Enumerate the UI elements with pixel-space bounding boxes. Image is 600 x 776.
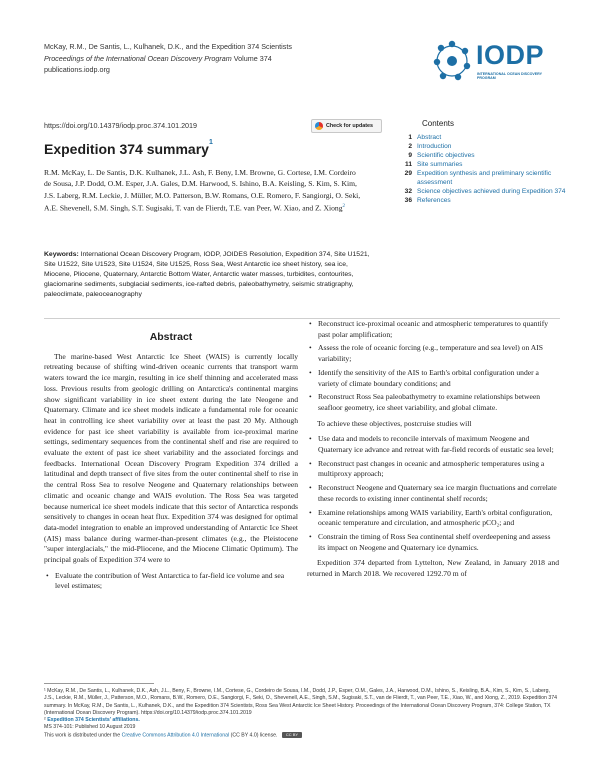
iodp-logo	[432, 34, 562, 94]
toc-item[interactable]: 29 Expedition synthesis and preliminary scientific assessment	[404, 170, 552, 186]
contents-heading: Contents	[422, 119, 455, 128]
abstract-heading: Abstract	[149, 331, 193, 343]
list-item: • Identify the sensitivity of the AIS to Earth's orbital configuration under a variety of climate boundary conditions; and	[307, 368, 559, 389]
footnote-2: ² Expedition 374 Scientists' affiliations.	[44, 717, 140, 724]
toc-item[interactable]: 32 Science objectives achieved during Expedition 374	[404, 187, 566, 195]
doi-link[interactable]: https://doi.org/10.14379/iodp.proc.374.101.2019	[44, 121, 198, 130]
cc-by-badge[interactable]: CC BY	[282, 732, 302, 738]
affiliations-link[interactable]: Expedition 374 Scientists' affiliations.	[47, 717, 140, 724]
check-for-updates-label: Check for updates	[326, 123, 374, 129]
site-link[interactable]: publications.iodp.org	[44, 65, 110, 74]
goals-list-right	[307, 319, 559, 414]
ms-line: MS 374-101: Published 10 August 2019	[44, 724, 136, 731]
journal-line: Proceedings of the International Ocean Discovery Program Volume 374	[44, 53, 272, 63]
citation-line: McKay, R.M., De Santis, L., Kulhanek, D.K., and the Expedition 374 Scientists	[44, 42, 292, 51]
list-item: • Reconstruct ice-proximal oceanic and atmospheric temperatures to quantify past polar amplification;	[307, 319, 559, 340]
list-item: • Constrain the timing of Ross Sea continental shelf overdeepening and assess its impact on Neogene and Quaternary ice dynamics.	[307, 532, 559, 553]
abstract-right-column	[307, 319, 559, 585]
keywords-text: International Ocean Discovery Program, IODP, JOIDES Resolution, Expedition 374, Site U1521, Site U1522, Site U1523, Site U1524, Site U1525, Ross Sea, West Antarctic ice sheet history, sea ice, Miocene, Pliocene, Quaternary, Antarctic Bottom Water, Antarctic water masses, turbidites, contourites, glaciomarine sediments, subglacial sediments, ice-rafted debris, paleobathymetry, seismic stratigraphy, paleoclimate, paleoceanography	[44, 251, 370, 298]
list-item: • Evaluate the contribution of West Antarctica to far-field ice volume and sea level estimates;	[44, 571, 298, 592]
page-title: Expedition 374 summary$^1$	[44, 139, 213, 157]
abstract-paragraph: The marine-based West Antarctic Ice Sheet (WAIS) is currently locally retreating because of shifting wind-driven oceanic currents that transport warm waters toward the ice margin, resulting in ice shelf thinning and accelerated mass loss. Previous results from geologic drilling on Antarctica's continental margins show significant variability in ice sheet extent during the late Neogene and Quaternary. Climate and ice sheet models indicate a fundamental role for oceanic heat in controlling ice sheet variability over at least the past 20 My. Although evidence for past ice sheet variability is available from ice-proximal marine settings, sedimentary sequences from the continental shelf and rise are required to evaluate the extent of past ice sheet variability and the associated forcings and feedbacks. International Ocean Discovery Program Expedition 374 drilled a latitudinal and depth transect of five sites from the outer continental shelf to rise in the central Ross Sea to resolve Neogene and Quaternary relationships between climatic and oceanic change and WAIS evolution. The Ross Sea was targeted because numerical ice sheet models indicate that this sector of Antarctica responds sensitively to changes in ocean heat flux. Expedition 374 was designed for optimal data-model integration to enable an improved understanding of Antarctic Ice Sheet (AIS) mass balance during warmer-than-present climates (e.g., the Pleistocene "super interglacials," the mid-Pliocene, and the Miocene Climatic Optimum). The principal goals of Expedition 374 were to	[44, 351, 298, 565]
volume-label: Volume 374	[233, 53, 272, 63]
list-item: • Reconstruct Neogene and Quaternary sea ice margin fluctuations and correlate these records to existing inner continental shelf records;	[307, 483, 559, 504]
list-item: • Use data and models to reconcile intervals of maximum Neogene and Quaternary ice advance and retreat with far-field records of eustatic sea level;	[307, 434, 559, 455]
check-for-updates-button[interactable]	[311, 119, 382, 133]
license-line: This work is distributed under the Creative Commons Attribution 4.0 International (CC BY 4.0) license. CC BY	[44, 732, 560, 740]
keywords-label: Keywords:	[44, 251, 79, 258]
toc-item[interactable]: 2 Introduction	[408, 143, 452, 150]
abstract-left-column	[44, 332, 298, 595]
list-item: • Assess the role of oceanic forcing (e.g., temperature and sea level) on AIS variability;	[307, 343, 559, 364]
closing-paragraph: Expedition 374 departed from Lyttelton, New Zealand, in January 2018 and returned in March 2018. We recovered 1292.70 m of	[307, 558, 559, 579]
crossmark-icon	[315, 122, 323, 130]
footnotes	[44, 688, 560, 739]
logo-wordmark: IODP	[476, 40, 545, 70]
postcruise-intro: To achieve these objectives, postcruise studies will	[317, 418, 472, 428]
footnote-divider	[44, 683, 154, 684]
toc-item[interactable]: 36 References	[404, 196, 451, 204]
table-of-contents	[395, 119, 570, 206]
iodp-globe-icon	[432, 34, 472, 88]
list-item: • Reconstruct past changes in oceanic and atmospheric temperatures using a multiproxy approach;	[307, 459, 559, 480]
list-item: • Reconstruct Ross Sea paleobathymetry to examine relationships between seafloor geometry, ice sheet variability, and global climate.	[307, 392, 559, 413]
list-item: • Examine relationships among WAIS variability, Earth's orbital configuration, oceanic temperature and circulation, and atmospheric pCO₂; and	[307, 508, 559, 529]
toc-item[interactable]: 9 Scientific objectives	[408, 152, 475, 159]
toc-item[interactable]: 11 Site summaries	[405, 161, 463, 168]
author-list: R.M. McKay, L. De Santis, D.K. Kulhanek, J.L. Ash, F. Beny, I.M. Browne, G. Cortese, I.M. Cordeiro de Sousa, J.P. Dodd, O.M. Esper, J.A. Gales, D.M. Harwood, S. Ishino, B.A. Keisling, S. Kim, S. Kim, J.S. Laberg, R.M. Leckie, J. Müller, M.O. Patterson, B.W. Romans, O.E. Romero, F. Sangiorgi, O. Seki, A.E. Shevenell, S.M. Singh, S.T. Sugisaki, T. van de Flierdt, T.E. van Peer, W. Xiao, and Z. Xiong$^2$	[44, 168, 361, 213]
header-citation	[44, 41, 404, 76]
footnote-1: ¹ McKay, R.M., De Santis, L., Kulhanek, D.K., Ash, J.L., Beny, F., Browne, I.M., Cortese, G., Cordeiro de Sousa, I.M., Dodd, J.P., Esper, O.M., Gales, J.A., Harwood, D.M., Ishino, S., Keisling, B.A., Kim, S., Kim, S., Laberg, J.S., Leckie, R.M., Müller, J., Patterson, M.O., Romans, B.W., Romero, O.E., Sangiorgi, F., Seki, O., Shevenell, A.E., Singh, S.M., Sugisaki, S.T., van de Flierdt, T., van Peer, T.E., Xiao, W., and Xiong, Z., 2019. Expedition 374 summary. In McKay, R.M., De Santis, L., Kulhanek, D.K., and the Expedition 374 Scientists, Ross Sea West Antarctic Ice Sheet History. Proceedings of the International Ocean Discovery Program, 374: College Station, TX (International Ocean Discovery Program). https://doi.org/10.14379/iodp.proc.374.101.2019	[44, 688, 558, 716]
toc-item[interactable]: 1 Abstract	[408, 134, 442, 141]
goals-list-left	[44, 571, 298, 592]
logo-subtitle: INTERNATIONAL OCEAN DISCOVERY PROGRAM	[477, 72, 542, 81]
title-footnote-mark[interactable]: 1	[208, 139, 213, 146]
license-link[interactable]: Creative Commons Attribution 4.0 International	[121, 732, 230, 739]
keywords	[44, 250, 374, 300]
postcruise-list	[307, 434, 559, 553]
authors-footnote-mark[interactable]: 2	[342, 203, 345, 209]
